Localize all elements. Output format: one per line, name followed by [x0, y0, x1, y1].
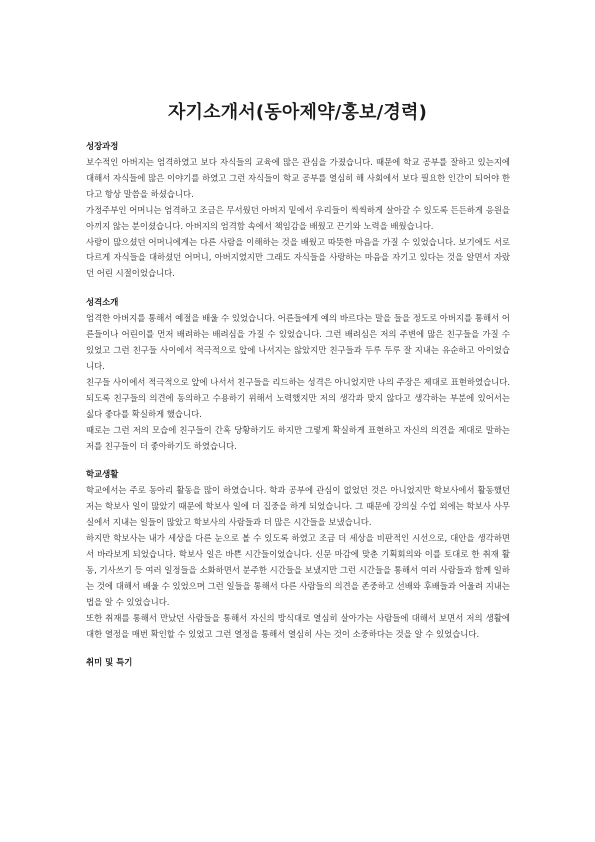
- paragraph: 또한 취재를 통해서 만났던 사람들을 통해서 자신의 방식대로 열심히 살아가는 사람들에 대해서 보면서 저의 생활에 대한 열정을 매번 확인할 수 있었고 그런 열정을 통해서 열심히 사는 것이 소중하다는 것을 알 수 있었습니다.: [86, 612, 510, 639]
- section-heading: 성격소개: [86, 297, 119, 308]
- paragraph: 가정주부인 어머니는 엄격하고 조금은 무서웠던 아버지 밑에서 우리들이 씩씩하게 살아갈 수 있도록 든든하게 응원을 아끼지 않는 분이셨습니다. 아버지의 엄격함 속에서 책임감을 배웠고 끈기와 노력을 배웠습니다.: [86, 204, 510, 231]
- section-growth: [86, 140, 510, 282]
- section-spacer: [86, 642, 510, 656]
- document-body: [86, 140, 510, 671]
- section-spacer: [86, 282, 510, 296]
- section-spacer: [86, 454, 510, 468]
- paragraph: 사랑이 많으셨던 어머니에게는 다른 사람을 이해하는 것을 배웠고 따뜻한 마음을 가질 수 있었습니다. 보기에도 서로 다르게 자식들을 대하셨던 어머니, 아버지였지만 그래도 자식들을 사랑하는 마음을 자기고 있다는 것을 알면서 자랐던 어린 시절이었습니다.: [86, 236, 510, 279]
- section-heading: 학교생활: [86, 469, 119, 480]
- paragraph: 친구들 사이에서 적극적으로 앞에 나서서 친구들을 리드하는 성격은 아니었지만 나의 주장은 제대로 표현하였습니다. 되도록 친구들의 의견에 동의하고 수용하기 위해서 노력했지만 저의 생각과 맞지 않다고 생각하는 부분에 있어서는 싫다 좋다를 확실하게 했습니다.: [86, 376, 510, 419]
- section-personality: [86, 296, 510, 454]
- document-title: 자기소개서(동아제약/홍보/경력): [167, 102, 428, 123]
- section-heading: 취미 및 특기: [86, 657, 133, 668]
- paragraph: 보수적인 아버지는 엄격하였고 보다 자식들의 교육에 많은 관심을 가졌습니다. 때문에 학교 공부를 잘하고 있는지에 대해서 자식들에 많은 이야기를 하였고 그런 자식들이 학교 공부를 열심히 해 사회에서 보다 필요한 인간이 되어야 한다고 항상 말씀을 하셨습니다.: [86, 157, 510, 199]
- section-school-life: [86, 468, 510, 642]
- paragraph: 하지만 학보사는 내가 세상을 다른 눈으로 볼 수 있도록 하였고 조금 더 세상을 비판적인 시선으로, 대안을 생각하면서 바라보게 되었습니다. 학보사 일은 바쁜 시간들이었습니다. 신문 마감에 맞춘 기획회의와 이를 토대로 한 취재 활동, 기사쓰기 등 여러 일정들을 소화하면서 분주한 시간들을 보냈지만 그런 시간들을 통해서 여러 사람들과 함께 일하는 것에 대해서 배울 수 있었으며 그런 일들을 통해서 다른 사람들의 의견을 존중하고 선배와 후배들과 어울려 지내는 법을 알 수 있었습니다.: [86, 533, 510, 607]
- paragraph: 엄격한 아버지를 통해서 예절을 배울 수 있었습니다. 어른들에게 예의 바르다는 말을 들을 정도로 아버지를 통해서 어른들이나 어린이를 먼저 배려하는 배려심을 가질 수 있었습니다. 그런 배려심은 저의 주변에 많은 친구들을 가질 수 있었고 그런 친구들 사이에서 적극적으로 앞에 나서지는 않았지만 친구들과 두루 두루 잘 지내는 유순하고 아이었습니다.: [86, 313, 510, 371]
- section-heading: 성장과정: [86, 141, 119, 151]
- paragraph: 때로는 그런 저의 모습에 친구들이 간혹 당황하기도 하지만 그렇게 확실하게 표현하고 자신의 의견을 제대로 말하는 저를 친구들이 더 좋아하기도 하였습니다.: [86, 424, 510, 451]
- section-hobbies: [86, 656, 510, 669]
- paragraph: 학교에서는 주로 동아리 활동을 많이 하였습니다. 학과 공부에 관심이 없었던 것은 아니었지만 학보사에서 활동했던 저는 학보사 일이 많았기 때문에 학보사 일에 더 집중을 하게 되었습니다. 그 때문에 강의실 수업 외에는 학보사 사무실에서 지내는 일들이 많았고 학보사의 사람들과 더 많은 시간들을 보냈습니다.: [86, 485, 510, 528]
